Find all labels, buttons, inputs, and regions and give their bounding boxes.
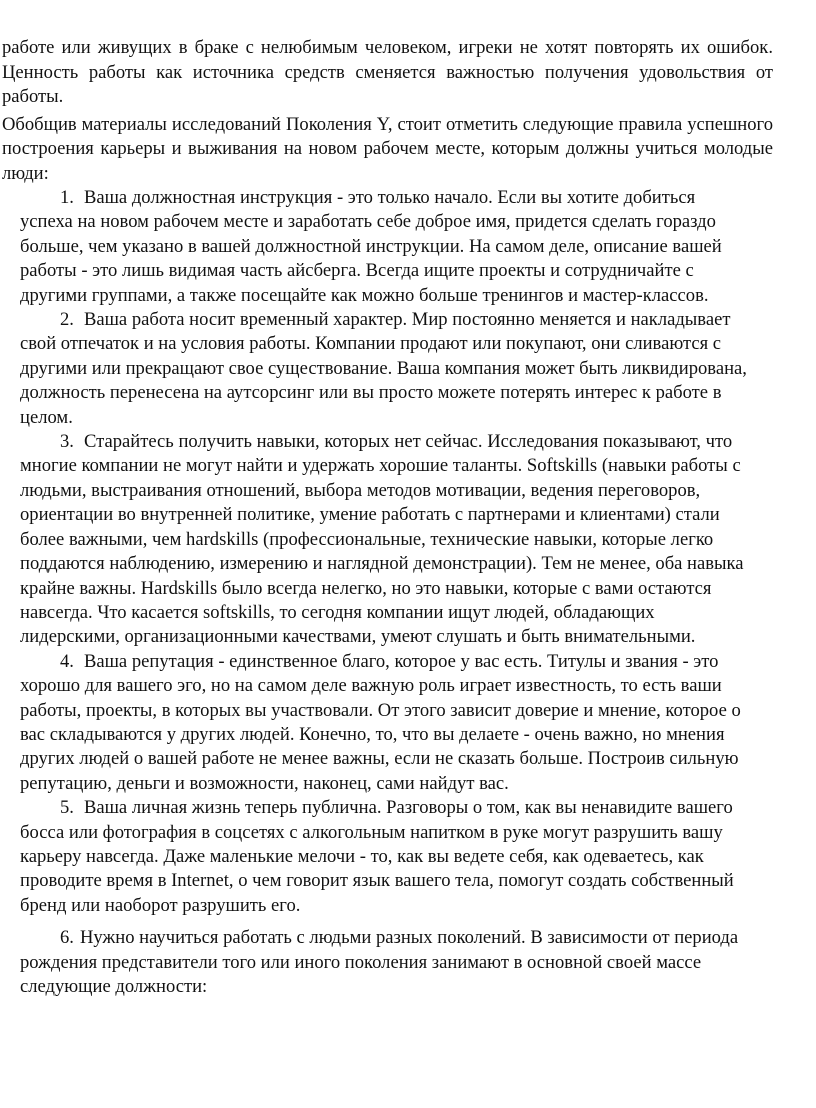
list-item: [0, 926, 750, 999]
list-item-number: 5.: [60, 797, 74, 819]
list-item: [0, 308, 750, 430]
list-item: [0, 430, 750, 650]
list-item-text: Ваша работа носит временный характер. Мир постоянно меняется и накладывает свой отпечаток и на условия работы. Компании продают или покупают, они сливаются с другими или прекращают свое существование. Ваша компания может быть ликвидирована, должность перенесена на аутсорсинг или вы просто можете потерять интерес к работе в целом.: [20, 309, 747, 428]
list-item-number: 1.: [60, 187, 74, 208]
list-item-text: Нужно научиться работать с людьми разных поколений. В зависимости от периода рождения представители того или иного поколения занимают в основной своей массе следующие должности:: [20, 927, 739, 997]
list-item-number: 3.: [60, 431, 74, 453]
list-item: [0, 186, 750, 308]
list-item-number: 6.: [60, 927, 74, 949]
list-item-text: Ваша личная жизнь теперь публична. Разговоры о том, как вы ненавидите вашего босса или фотография в соцсетях с алкогольным напитком в руке могут разрушить вашу карьеру навсегда. Даже маленькие мелочи - то, как вы ведете себя, как одеваетесь, как проводите время в Internet, о чем говорит язык вашего тела, помогут создать собственный бренд или наоборот разрушить его.: [20, 797, 734, 916]
intro-paragraph: Обобщив материалы исследований Поколения Y, стоит отметить следующие правила успешного построения карьеры и выживания на новом рабочем месте, которым должны учиться молодые люди:: [2, 113, 773, 184]
list-item-text: Старайтесь получить навыки, которых нет сейчас. Исследования показывают, что многие компании не могут найти и удержать хорошие таланты. Softskills (навыки работы с людьми, выстраивания отношений, выбора методов мотивации, ведения переговоров, ориентации во внутренней политике, умение работать с партнерами и клиентами) стали более важными, чем hardskills (профессиональные, технические навыки, которые легко поддаются наблюдению, измерению и наглядной демонстрации). Тем не менее, оба навыка крайне важны. Hardskills было всегда нелегко, но это навыки, которые с вами остаются навсегда. Что касается softskills, то сегодня компании ищут людей, обладающих лидерскими, организационными качествами, умеют слушать и быть внимательными.: [20, 431, 744, 648]
document-page: [0, 36, 800, 999]
list-item-number: 4.: [60, 650, 74, 672]
list-item-text: Ваша репутация - единственное благо, которое у вас есть. Титулы и звания - это хорошо для вашего эго, но на самом деле важную роль играет известность, то есть ваши работы, проекты, в которых вы участвовали. От этого зависит доверие и мнение, которое о вас складываются у других людей. Конечно, то, что вы делаете - очень важно, но мнения других людей о вашей работе не менее важны, если не сказать больше. Построив сильную репутацию, деньги и возможности, наконец, сами найдут вас.: [20, 650, 741, 794]
intro-paragraph: работе или живущих в браке с нелюбимым человеком, игреки не хотят повторять их ошибок. Ценность работы как источника средств сменяется важностью получения удовольствия от работы.: [2, 37, 773, 107]
list-item: [0, 796, 750, 918]
list-item-number: 2.: [60, 309, 74, 331]
list-item: [0, 650, 750, 796]
list-item-text: Ваша должностная инструкция - это только начало. Если вы хотите добиться успеха на новом рабочем месте и заработать себе доброе имя, придется сделать гораздо больше, чем указано в вашей должностной инструкции. На самом деле, описание вашей работы - это лишь видимая часть айсберга. Всегда ищите проекты и сотрудничайте с другими группами, а также посещайте как можно больше тренингов и мастер-классов.: [20, 187, 722, 306]
